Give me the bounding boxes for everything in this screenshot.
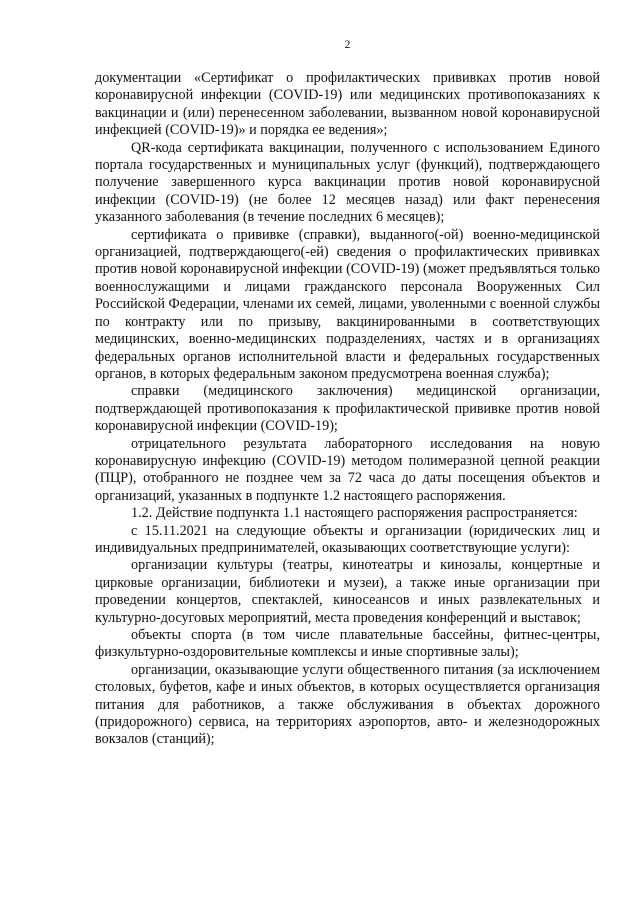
page-number: 2 — [344, 39, 351, 51]
paragraph: организации культуры (театры, кинотеатры и кинозалы, концертные и цирковые организации, библиотеки и музеи), а также иные организации при проведении концертов, спектаклей, киносеансов и иных развлекательных и культурно-досуговых мероприятий, места проведения конференций и выставок; — [95, 557, 600, 626]
paragraph: 1.2. Действие подпункта 1.1 настоящего распоряжения распространяется: — [131, 505, 578, 522]
paragraph: справки (медицинского заключения) медицинской организации, подтверждающей противопоказания к профилактической прививке против новой коронавирусной инфекции (COVID-19); — [95, 383, 600, 435]
paragraph: объекты спорта (в том числе плавательные бассейны, фитнес-центры, физкультурно-оздоровительные комплексы и иные спортивные залы); — [95, 627, 600, 661]
paragraph: с 15.11.2021 на следующие объекты и организации (юридических лиц и индивидуальных предпринимателей, оказывающих соответствующие услуги): — [95, 522, 600, 556]
paragraph: сертификата о прививке (справки), выданного(-ой) военно-медицинской организацией, подтверждающего(-ей) сведения о профилактических прививках против новой коронавирусной инфекции (COVID-19) (может предъявляться только военнослужащими и лицами гражданского персонала Вооруженных Сил Российской Федерации, членами их семей, лицами, уволенными с военной службы по контракту или по призыву, вакцинированными в соответствующих медицинских, военно-медицинских подразделениях, частях и в организациях федеральных органов исполнительной власти и федеральных государственных органов, в которых федеральным законом предусмотрена военная служба); — [95, 226, 600, 382]
paragraph: отрицательного результата лабораторного исследования на новую коронавирусную инфекцию (COVID-19) методом полимеразной цепной реакции (ПЦР), отобранного не позднее чем за 72 часа до даты посещения объектов и организаций, указанных в подпункте 1.2 настоящего распоряжения. — [95, 435, 600, 504]
paragraph: QR-кода сертификата вакцинации, полученного с использованием Единого портала государственных и муниципальных услуг (функций), подтверждающего получение завершенного курса вакцинации против новой коронавирусной инфекции (COVID-19) (не более 12 месяцев назад) или факт перенесения указанного заболевания (в течение последних 6 месяцев); — [95, 139, 600, 226]
paragraph: документации «Сертификат о профилактических прививках против новой коронавирусной инфекции (COVID-19) или медицинских противопоказаниях к вакцинации и (или) перенесенном заболевании, вызванном новой коронавирусной инфекцией (COVID-19)» и порядка ее ведения»; — [95, 70, 600, 139]
paragraph: организации, оказывающие услуги общественного питания (за исключением столовых, буфетов, кафе и иных объектов, в которых осуществляется организация питания для работников, а также обслуживания в объектах дорожного (придорожного) сервиса, на территориях аэропортов, авто- и железнодорожных вокзалов (станций); — [95, 661, 600, 748]
document-body — [95, 70, 600, 749]
